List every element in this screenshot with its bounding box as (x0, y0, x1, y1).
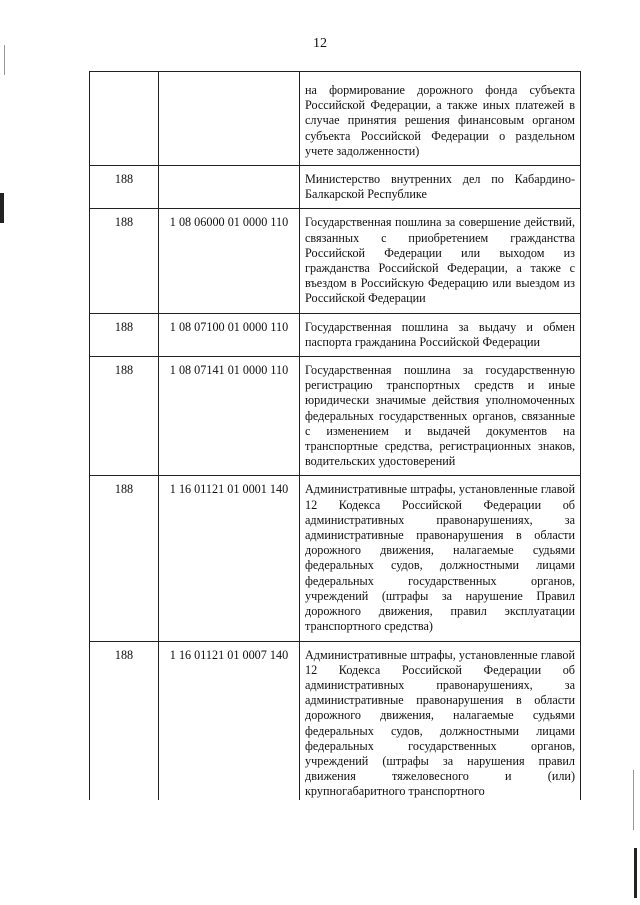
admin-code-cell: 188 (90, 476, 159, 641)
page-number: 12 (313, 36, 327, 51)
budget-code-cell: 1 16 01121 01 0007 140 (159, 641, 300, 800)
scan-edge-mark (633, 770, 634, 830)
admin-code-cell: 188 (90, 641, 159, 800)
revenue-name-cell: Административные штрафы, установленные главой 12 Кодекса Российской Федерации об административных правонарушениях, за административные правонарушения в области дорожного движения, налагаемые судьями федеральных судов, должностными лицами федеральных государственных органов, учреждений (штрафы за нарушения правил движения тяжеловесного и (или) крупногабаритного транспортного (300, 641, 581, 800)
revenue-name-cell: на формирование дорожного фонда субъекта Российской Федерации, а также иных платежей в случае принятия решения финансовым органом субъекта Российской Федерации о раздельном учете задолженности) (300, 72, 581, 166)
table-row (90, 72, 581, 166)
table-row (90, 166, 581, 209)
admin-code-cell: 188 (90, 166, 159, 209)
revenue-name-cell: Государственная пошлина за совершение действий, связанных с приобретением гражданства Российской Федерации или выходом из гражданства Российской Федерации, а также с въездом в Российскую Федерацию или выездом из Российской Федерации (300, 209, 581, 313)
budget-code-cell: 1 08 07100 01 0000 110 (159, 313, 300, 356)
revenue-name-cell: Государственная пошлина за государственную регистрацию транспортных средств и иные юридически значимые действия уполномоченных федеральных государственных органов, связанные с изменением и выдачей документов на транспортные средства, регистрационных знаков, водительских удостоверений (300, 357, 581, 476)
table-row (90, 357, 581, 476)
revenue-name-cell: Министерство внутренних дел по Кабардино-Балкарской Республике (300, 166, 581, 209)
scan-edge-mark (634, 848, 637, 898)
admin-code-cell: 188 (90, 357, 159, 476)
table-row (90, 313, 581, 356)
revenue-name-cell: Административные штрафы, установленные главой 12 Кодекса Российской Федерации об административных правонарушениях, за административные правонарушения в области дорожного движения, налагаемые судьями федеральных судов, должностными лицами федеральных государственных органов, учреждений (штрафы за нарушение Правил дорожного движения, правил эксплуатации транспортного средства) (300, 476, 581, 641)
budget-code-cell (159, 166, 300, 209)
budget-code-cell (159, 72, 300, 166)
admin-code-cell: 188 (90, 209, 159, 313)
scan-edge-mark (4, 45, 5, 75)
budget-code-cell: 1 08 06000 01 0000 110 (159, 209, 300, 313)
table-row (90, 209, 581, 313)
table-row (90, 476, 581, 641)
budget-code-cell: 1 16 01121 01 0001 140 (159, 476, 300, 641)
budget-code-cell: 1 08 07141 01 0000 110 (159, 357, 300, 476)
admin-code-cell (90, 72, 159, 166)
scan-edge-mark (0, 193, 4, 223)
admin-code-cell: 188 (90, 313, 159, 356)
table-row (90, 641, 581, 800)
revenue-codes-table (89, 71, 581, 800)
revenue-name-cell: Государственная пошлина за выдачу и обмен паспорта гражданина Российской Федерации (300, 313, 581, 356)
